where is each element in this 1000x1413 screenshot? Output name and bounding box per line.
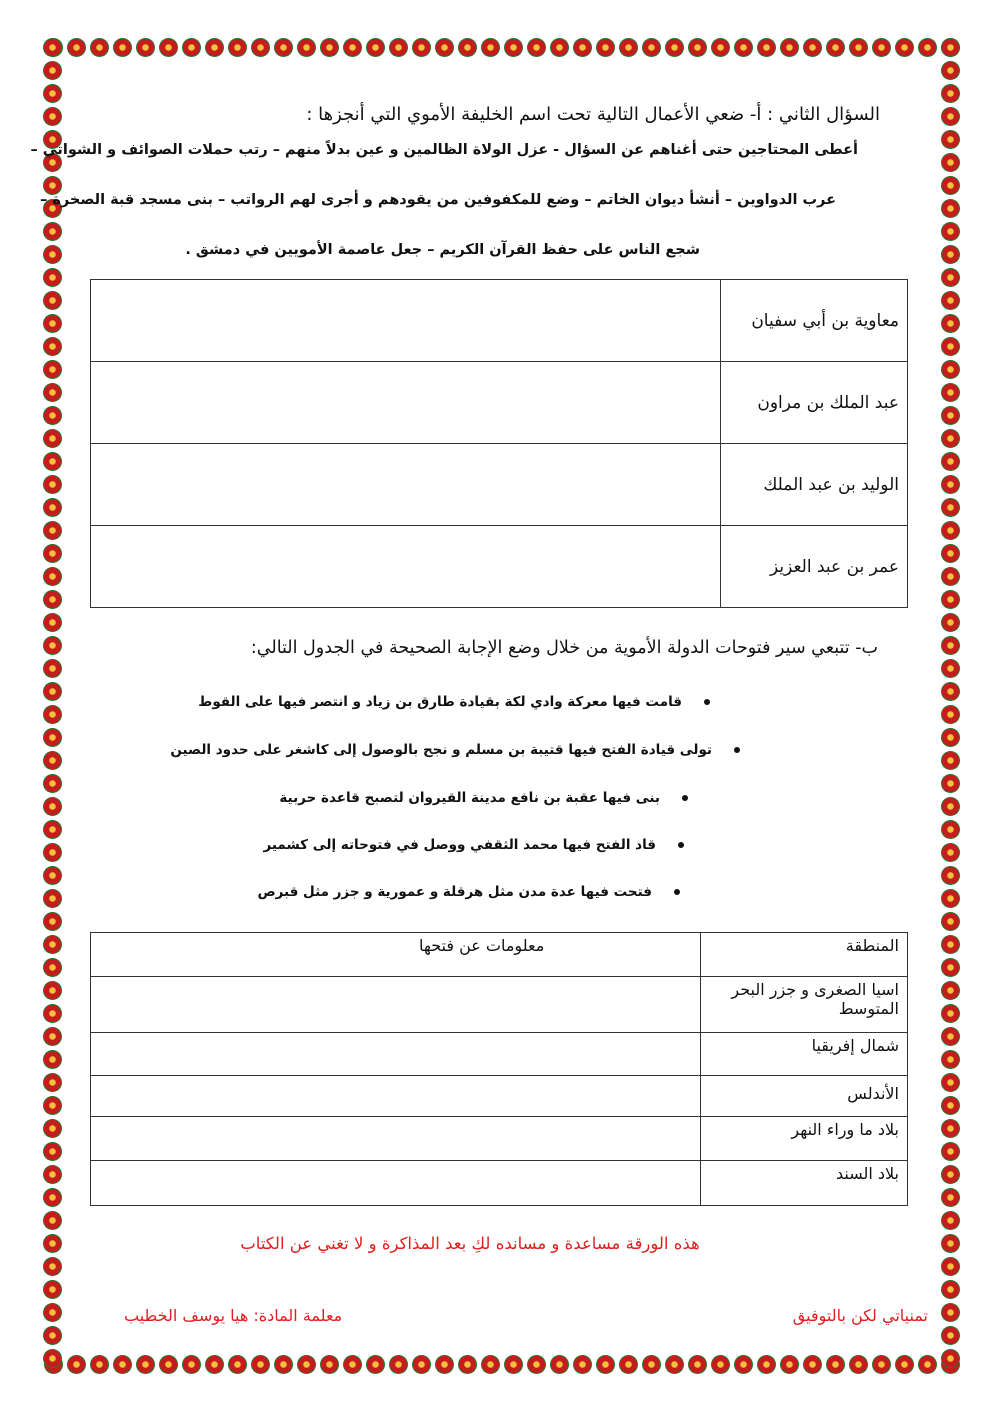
flower-icon: [941, 360, 960, 379]
flower-icon: [43, 1257, 62, 1276]
region-name: بلاد السند: [701, 1161, 908, 1206]
flower-icon: [941, 1142, 960, 1161]
flower-icon: [826, 1355, 845, 1374]
flower-border-right: [938, 36, 962, 1377]
flower-icon: [596, 1355, 615, 1374]
table-row: [91, 444, 908, 526]
answer-cell[interactable]: [91, 362, 721, 444]
flower-icon: [757, 1355, 776, 1374]
flower-icon: [458, 1355, 477, 1374]
good-luck-message: تمنياتي لكن بالتوفيق: [792, 1306, 928, 1325]
flower-icon: [941, 682, 960, 701]
flower-icon: [43, 1142, 62, 1161]
flower-icon: [43, 498, 62, 517]
flower-icon: [941, 199, 960, 218]
flower-icon: [941, 820, 960, 839]
flower-icon: [941, 153, 960, 172]
flower-icon: [941, 1004, 960, 1023]
region-name: اسيا الصغرى و جزر البحر المتوسط: [701, 977, 908, 1033]
flower-icon: [504, 1355, 523, 1374]
flower-icon: [159, 1355, 178, 1374]
flower-icon: [43, 383, 62, 402]
flower-icon: [941, 935, 960, 954]
flower-icon: [43, 1050, 62, 1069]
flower-icon: [941, 912, 960, 931]
flower-icon: [205, 38, 224, 57]
flower-icon: [43, 268, 62, 287]
flower-icon: [941, 176, 960, 195]
flower-icon: [343, 1355, 362, 1374]
flower-icon: [504, 38, 523, 57]
flower-icon: [481, 38, 500, 57]
flower-icon: [941, 1073, 960, 1092]
flower-icon: [43, 1326, 62, 1345]
column-header-info: معلومات عن فتحها: [91, 933, 701, 977]
flower-icon: [941, 1303, 960, 1322]
flower-icon: [481, 1355, 500, 1374]
bullet-dot-icon: [682, 795, 688, 801]
flower-icon: [573, 38, 592, 57]
teacher-name: معلمة المادة: هيا يوسف الخطيب: [124, 1306, 343, 1325]
flower-icon: [941, 268, 960, 287]
answer-cell[interactable]: [91, 444, 721, 526]
flower-icon: [941, 475, 960, 494]
table-row: [91, 1033, 908, 1076]
flower-icon: [43, 107, 62, 126]
flower-border-left: [40, 36, 64, 1377]
flower-icon: [941, 1326, 960, 1345]
flower-icon: [918, 38, 937, 57]
flower-icon: [182, 1355, 201, 1374]
flower-icon: [43, 889, 62, 908]
flower-icon: [43, 567, 62, 586]
answer-cell[interactable]: [91, 1117, 701, 1161]
flower-icon: [43, 958, 62, 977]
flower-icon: [550, 38, 569, 57]
flower-icon: [941, 728, 960, 747]
flower-icon: [872, 1355, 891, 1374]
flower-icon: [941, 1234, 960, 1253]
flower-icon: [43, 544, 62, 563]
flower-icon: [780, 1355, 799, 1374]
flower-icon: [941, 797, 960, 816]
flower-icon: [941, 61, 960, 80]
flower-icon: [228, 1355, 247, 1374]
flower-icon: [941, 452, 960, 471]
flower-icon: [43, 682, 62, 701]
flower-icon: [43, 1165, 62, 1184]
flower-icon: [941, 590, 960, 609]
flower-icon: [90, 38, 109, 57]
table-header-row: [91, 933, 908, 977]
bullet-dot-icon: [704, 699, 710, 705]
flower-icon: [67, 1355, 86, 1374]
bullet-dot-icon: [674, 889, 680, 895]
flower-icon: [941, 1165, 960, 1184]
flower-icon: [43, 774, 62, 793]
answer-cell[interactable]: [91, 1033, 701, 1076]
table-row: [91, 526, 908, 608]
study-note: هذه الورقة مساعدة و مسانده لكِ بعد المذاكرة و لا تغني عن الكتاب: [240, 1234, 700, 1253]
flower-icon: [941, 1188, 960, 1207]
caliphs-table: [90, 279, 908, 608]
flower-icon: [343, 38, 362, 57]
flower-icon: [941, 889, 960, 908]
flower-icon: [941, 337, 960, 356]
flower-icon: [941, 705, 960, 724]
answer-cell[interactable]: [91, 1161, 701, 1206]
flower-icon: [941, 1280, 960, 1299]
flower-border-bottom: [40, 1353, 962, 1377]
flower-icon: [43, 61, 62, 80]
list-item: قامت فيها معركة وادي لكة بقيادة طارق بن زياد و انتصر فيها على القوط: [198, 694, 710, 710]
flower-icon: [366, 38, 385, 57]
flower-icon: [941, 636, 960, 655]
flower-icon: [941, 383, 960, 402]
flower-icon: [941, 1027, 960, 1046]
flower-icon: [412, 38, 431, 57]
flower-icon: [251, 38, 270, 57]
flower-icon: [43, 337, 62, 356]
flower-icon: [527, 1355, 546, 1374]
flower-icon: [941, 429, 960, 448]
flower-icon: [941, 521, 960, 540]
flower-icon: [43, 452, 62, 471]
flower-icon: [941, 291, 960, 310]
flower-icon: [642, 1355, 661, 1374]
flower-icon: [941, 84, 960, 103]
flower-icon: [412, 1355, 431, 1374]
flower-icon: [711, 38, 730, 57]
flower-icon: [665, 38, 684, 57]
flower-icon: [43, 429, 62, 448]
flower-icon: [941, 1257, 960, 1276]
flower-icon: [941, 245, 960, 264]
flower-icon: [43, 1349, 62, 1368]
flower-icon: [136, 1355, 155, 1374]
flower-icon: [665, 1355, 684, 1374]
flower-icon: [941, 1211, 960, 1230]
flower-icon: [43, 1119, 62, 1138]
regions-table: [90, 932, 908, 1206]
flower-icon: [113, 38, 132, 57]
list-item: قاد الفتح فيها محمد الثقفي ووصل في فتوحاته إلى كشمير: [263, 837, 684, 853]
flower-icon: [90, 1355, 109, 1374]
flower-border-top: [40, 36, 962, 60]
flower-icon: [43, 843, 62, 862]
flower-icon: [619, 38, 638, 57]
caliph-name: الوليد بن عبد الملك: [721, 444, 908, 526]
flower-icon: [43, 1073, 62, 1092]
flower-icon: [849, 38, 868, 57]
flower-icon: [941, 498, 960, 517]
flower-icon: [136, 38, 155, 57]
answer-cell[interactable]: [91, 526, 721, 608]
flower-icon: [43, 475, 62, 494]
question-title: السؤال الثاني : أ- ضعي الأعمال التالية تحت اسم الخليفة الأموي التي أنجزها :: [306, 104, 880, 125]
flower-icon: [205, 1355, 224, 1374]
flower-icon: [941, 866, 960, 885]
flower-icon: [941, 958, 960, 977]
flower-icon: [297, 38, 316, 57]
flower-icon: [941, 406, 960, 425]
answer-cell[interactable]: [91, 280, 721, 362]
column-header-region: المنطقة: [701, 933, 908, 977]
flower-icon: [159, 38, 178, 57]
flower-icon: [43, 245, 62, 264]
flower-icon: [182, 38, 201, 57]
table-row: [91, 977, 908, 1033]
flower-icon: [43, 1096, 62, 1115]
region-name: بلاد ما وراء النهر: [701, 1117, 908, 1161]
flower-icon: [320, 38, 339, 57]
flower-icon: [550, 1355, 569, 1374]
table-row: [91, 1076, 908, 1117]
flower-icon: [43, 613, 62, 632]
flower-icon: [941, 1050, 960, 1069]
list-item: فتحت فيها عدة مدن مثل هرقلة و عمورية و جزر مثل قبرص: [257, 884, 680, 900]
caliph-name: معاوية بن أبي سفيان: [721, 280, 908, 362]
flower-icon: [43, 659, 62, 678]
flower-icon: [596, 38, 615, 57]
word-bank-line: شجع الناس على حفظ القرآن الكريم – جعل عاصمة الأمويين في دمشق .: [185, 242, 700, 258]
flower-icon: [941, 1349, 960, 1368]
flower-icon: [780, 38, 799, 57]
flower-icon: [941, 659, 960, 678]
flower-icon: [573, 1355, 592, 1374]
flower-icon: [43, 820, 62, 839]
flower-icon: [43, 1004, 62, 1023]
flower-icon: [43, 935, 62, 954]
flower-icon: [43, 797, 62, 816]
flower-icon: [43, 590, 62, 609]
flower-icon: [43, 728, 62, 747]
flower-icon: [43, 1211, 62, 1230]
caliph-name: عمر بن عبد العزيز: [721, 526, 908, 608]
flower-icon: [734, 38, 753, 57]
answer-cell[interactable]: [91, 977, 701, 1033]
flower-icon: [895, 38, 914, 57]
flower-icon: [67, 38, 86, 57]
flower-icon: [688, 1355, 707, 1374]
flower-icon: [895, 1355, 914, 1374]
bullet-dot-icon: [734, 747, 740, 753]
flower-icon: [43, 636, 62, 655]
list-item: تولى قيادة الفتح فيها قتيبة بن مسلم و نجح بالوصول إلى كاشغر على حدود الصين: [170, 742, 740, 758]
flower-icon: [803, 38, 822, 57]
flower-icon: [941, 613, 960, 632]
caliph-name: عبد الملك بن مراون: [721, 362, 908, 444]
flower-icon: [43, 406, 62, 425]
flower-icon: [941, 222, 960, 241]
table-row: [91, 1161, 908, 1206]
bullet-dot-icon: [678, 842, 684, 848]
flower-icon: [228, 38, 247, 57]
flower-icon: [941, 107, 960, 126]
flower-icon: [43, 84, 62, 103]
flower-icon: [43, 360, 62, 379]
flower-icon: [688, 38, 707, 57]
section-b-title: ب- تتبعي سير فتوحات الدولة الأموية من خلال وضع الإجابة الصحيحة في الجدول التالي:: [250, 638, 878, 658]
flower-icon: [849, 1355, 868, 1374]
flower-icon: [918, 1355, 937, 1374]
flower-icon: [43, 1188, 62, 1207]
table-row: [91, 280, 908, 362]
flower-icon: [43, 912, 62, 931]
flower-icon: [43, 751, 62, 770]
flower-icon: [941, 1119, 960, 1138]
flower-icon: [389, 1355, 408, 1374]
flower-icon: [642, 38, 661, 57]
flower-icon: [43, 1303, 62, 1322]
flower-icon: [734, 1355, 753, 1374]
word-bank-line: أعطى المحتاجين حتى أغناهم عن السؤال - عزل الولاة الظالمين و عين بدلاً منهم – رتب حملات الصوائف و الشواتي –: [30, 142, 858, 158]
flower-icon: [274, 38, 293, 57]
flower-icon: [43, 38, 62, 57]
flower-icon: [619, 1355, 638, 1374]
flower-icon: [941, 130, 960, 149]
flower-icon: [941, 843, 960, 862]
table-row: [91, 1117, 908, 1161]
flower-icon: [274, 1355, 293, 1374]
word-bank-line: عرب الدواوين – أنشأ ديوان الخاتم – وضع للمكفوفين من يقودهم و أجرى لهم الرواتب – بنى مسجد قبة الصخرة –: [40, 192, 836, 208]
flower-icon: [527, 38, 546, 57]
flower-icon: [297, 1355, 316, 1374]
flower-icon: [435, 1355, 454, 1374]
flower-icon: [941, 774, 960, 793]
flower-icon: [43, 314, 62, 333]
list-item: بنى فيها عقبة بن نافع مدينة القيروان لتصبح قاعدة حربية: [279, 790, 688, 806]
flower-icon: [941, 1096, 960, 1115]
flower-icon: [43, 521, 62, 540]
flower-icon: [941, 314, 960, 333]
flower-icon: [251, 1355, 270, 1374]
flower-icon: [711, 1355, 730, 1374]
flower-icon: [826, 38, 845, 57]
table-row: [91, 362, 908, 444]
flower-icon: [113, 1355, 132, 1374]
flower-icon: [366, 1355, 385, 1374]
flower-icon: [43, 291, 62, 310]
flower-icon: [757, 38, 776, 57]
flower-icon: [43, 1280, 62, 1299]
flower-icon: [43, 866, 62, 885]
flower-icon: [803, 1355, 822, 1374]
flower-icon: [941, 544, 960, 563]
flower-icon: [43, 1027, 62, 1046]
flower-icon: [941, 751, 960, 770]
flower-icon: [389, 38, 408, 57]
flower-icon: [435, 38, 454, 57]
flower-icon: [941, 567, 960, 586]
region-name: الأندلس: [701, 1076, 908, 1117]
region-name: شمال إفريقيا: [701, 1033, 908, 1076]
flower-icon: [320, 1355, 339, 1374]
answer-cell[interactable]: [91, 1076, 701, 1117]
flower-icon: [941, 981, 960, 1000]
flower-icon: [43, 222, 62, 241]
flower-icon: [43, 981, 62, 1000]
flower-icon: [43, 705, 62, 724]
flower-icon: [872, 38, 891, 57]
flower-icon: [458, 38, 477, 57]
flower-icon: [941, 38, 960, 57]
